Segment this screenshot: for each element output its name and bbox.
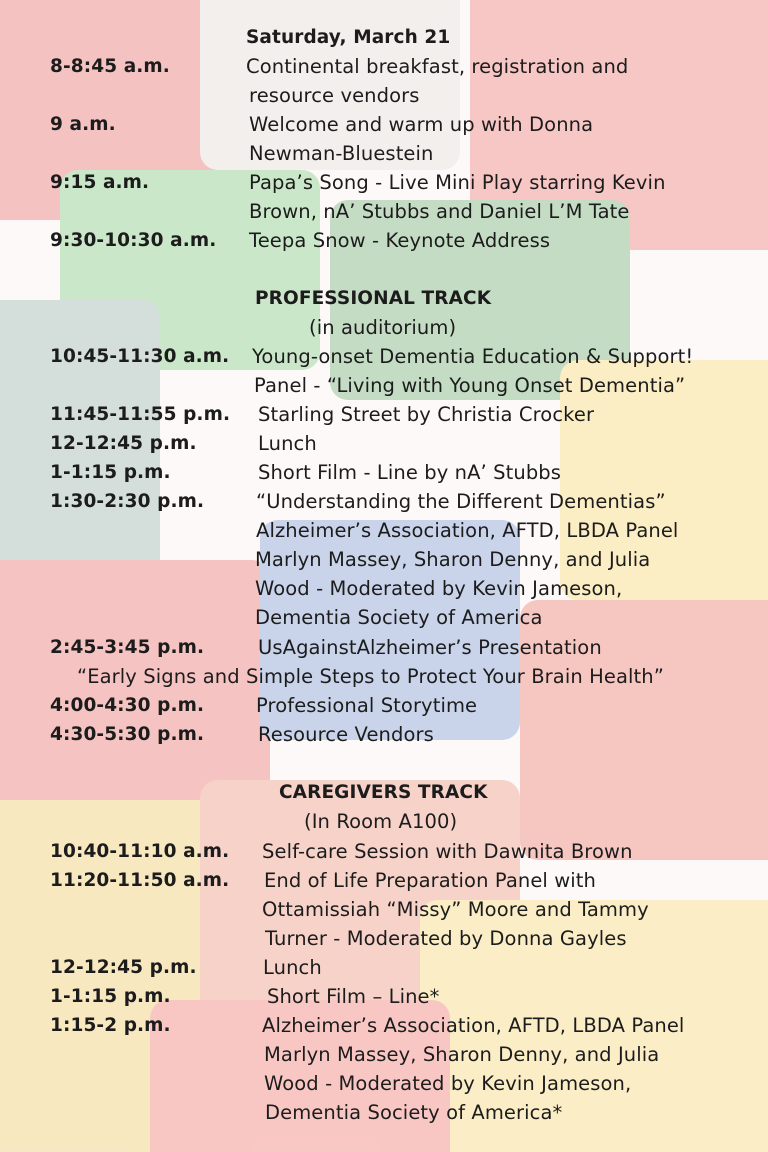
desc-pro-6-line-0: Professional Storytime [256, 694, 478, 717]
time-pro-1: 11:45-11:55 p.m. [50, 404, 231, 425]
desc-care-4-line-1: Marlyn Massey, Sharon Denny, and Julia [264, 1043, 660, 1066]
desc-pro-5-line-0: UsAgainstAlzheimer’s Presentation [258, 636, 602, 659]
desc-general-0-line-0: Continental breakfast, registration and [246, 55, 629, 78]
desc-pro-5-subtitle: “Early Signs and Simple Steps to Protect Your Brain Health” [77, 665, 664, 688]
desc-general-1-line-1: Newman-Bluestein [249, 142, 434, 165]
time-pro-7: 4:30-5:30 p.m. [50, 724, 205, 745]
desc-general-1-line-0: Welcome and warm up with Donna [249, 113, 594, 136]
time-pro-4: 1:30-2:30 p.m. [50, 491, 205, 512]
time-general-1: 9 a.m. [50, 114, 116, 135]
desc-care-4-line-3: Dementia Society of America* [265, 1101, 563, 1124]
time-care-3: 1-1:15 p.m. [50, 986, 171, 1007]
desc-care-0-line-0: Self-care Session with Dawnita Brown [262, 840, 633, 863]
desc-care-2-line-0: Lunch [263, 956, 322, 979]
desc-pro-4-line-0: “Understanding the Different Dementias” [256, 490, 666, 513]
desc-pro-3-line-0: Short Film - Line by nA’ Stubbs [258, 461, 562, 484]
desc-care-1-line-1: Ottamissiah “Missy” Moore and Tammy [262, 898, 649, 921]
desc-general-2-line-0: Papa’s Song - Live Mini Play starring Kevin [249, 171, 666, 194]
desc-care-1-line-2: Turner - Moderated by Donna Gayles [265, 927, 627, 950]
caregivers-track-heading: CAREGIVERS TRACK [279, 782, 488, 803]
time-general-0: 8-8:45 a.m. [50, 56, 170, 77]
desc-pro-4-line-1: Alzheimer’s Association, AFTD, LBDA Panel [256, 519, 679, 542]
desc-care-1-line-0: End of Life Preparation Panel with [264, 869, 597, 892]
time-care-2: 12-12:45 p.m. [50, 957, 197, 978]
time-pro-2: 12-12:45 p.m. [50, 433, 197, 454]
time-care-0: 10:40-11:10 a.m. [50, 841, 230, 862]
professional-track-heading: PROFESSIONAL TRACK [255, 288, 492, 309]
desc-pro-4-line-3: Wood - Moderated by Kevin Jameson, [255, 577, 623, 600]
desc-care-4-line-0: Alzheimer’s Association, AFTD, LBDA Panel [262, 1014, 685, 1037]
desc-pro-1-line-0: Starling Street by Christia Crocker [258, 403, 595, 426]
desc-pro-0-line-0: Young-onset Dementia Education & Support! [252, 345, 694, 368]
desc-pro-2-line-0: Lunch [258, 432, 317, 455]
time-care-4: 1:15-2 p.m. [50, 1015, 171, 1036]
date-heading: Saturday, March 21 [246, 27, 451, 48]
desc-care-3-line-0: Short Film – Line* [267, 985, 440, 1008]
desc-pro-4-line-4: Dementia Society of America [255, 606, 543, 629]
time-pro-0: 10:45-11:30 a.m. [50, 346, 230, 367]
desc-pro-0-line-1: Panel - “Living with Young Onset Dementia” [254, 374, 686, 397]
desc-pro-7-line-0: Resource Vendors [258, 723, 434, 746]
time-general-3: 9:30-10:30 a.m. [50, 230, 217, 251]
time-pro-3: 1-1:15 p.m. [50, 462, 171, 483]
professional-track-location: (in auditorium) [309, 316, 457, 339]
time-care-1: 11:20-11:50 a.m. [50, 870, 230, 891]
desc-general-2-line-1: Brown, nA’ Stubbs and Daniel L’M Tate [249, 200, 630, 223]
desc-general-0-line-1: resource vendors [249, 84, 420, 107]
caregivers-track-location: (In Room A100) [304, 810, 458, 833]
desc-pro-4-line-2: Marlyn Massey, Sharon Denny, and Julia [255, 548, 651, 571]
time-pro-5: 2:45-3:45 p.m. [50, 637, 205, 658]
desc-care-4-line-2: Wood - Moderated by Kevin Jameson, [264, 1072, 632, 1095]
time-general-2: 9:15 a.m. [50, 172, 150, 193]
time-pro-6: 4:00-4:30 p.m. [50, 695, 205, 716]
desc-general-3-line-0: Teepa Snow - Keynote Address [249, 229, 551, 252]
